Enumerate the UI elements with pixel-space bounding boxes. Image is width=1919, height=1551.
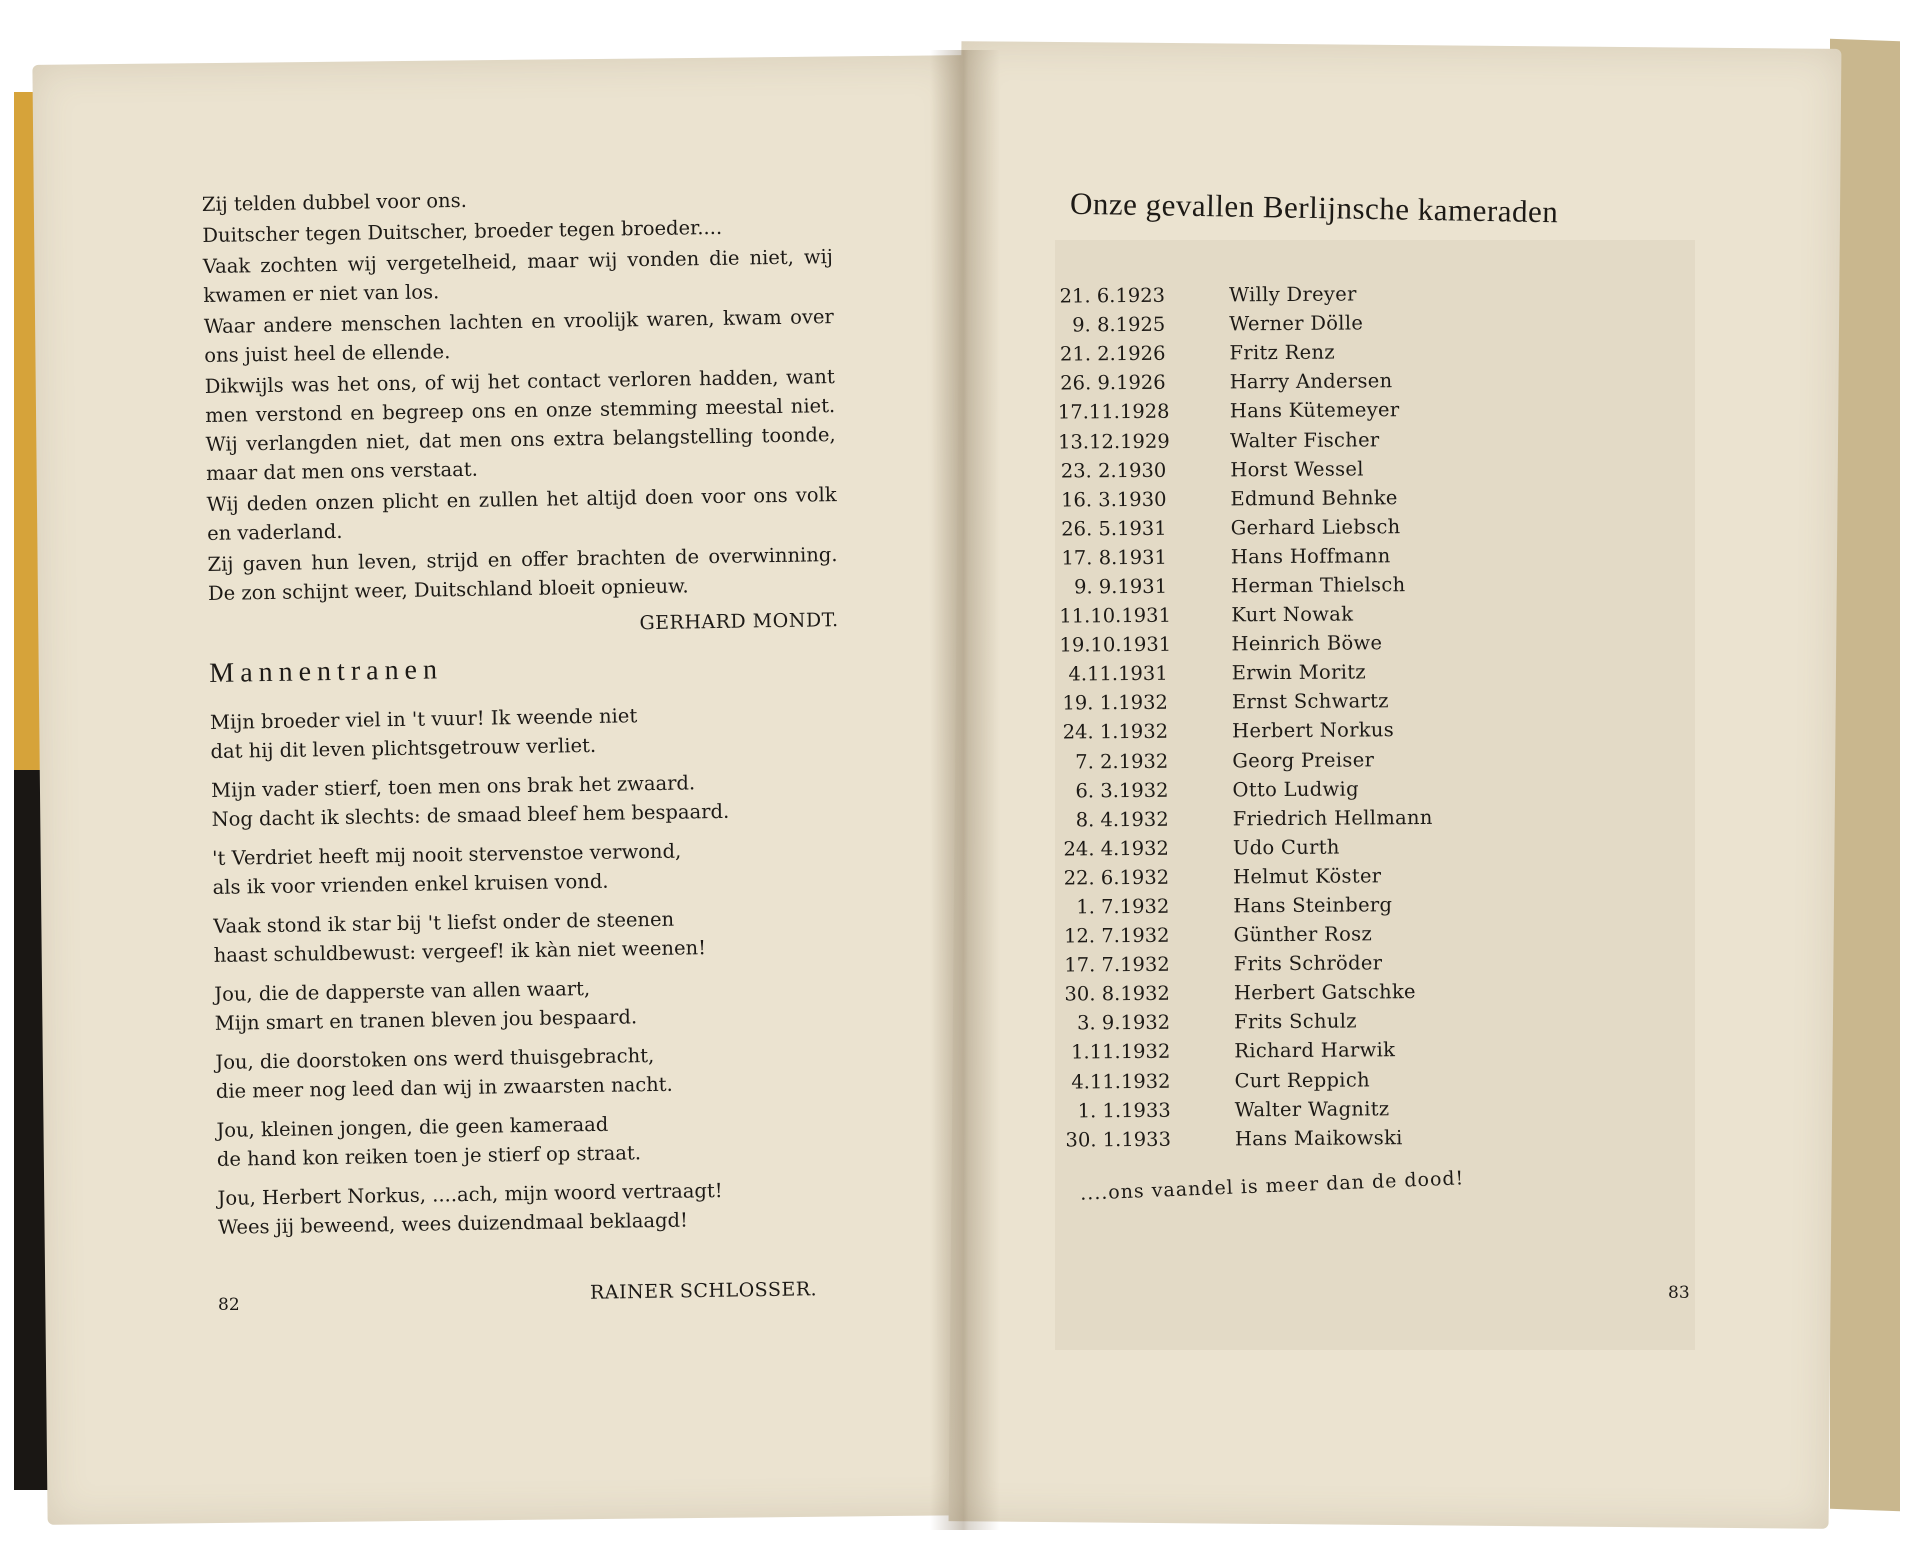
paragraph: Zij gaven hun leven, strijd en offer brachten de overwinning. De zon schijnt weer, Duitschland bloeit opnieuw.: [207, 543, 838, 605]
book-gutter: [930, 50, 1000, 1530]
roll-date: 30. 1.1933: [1065, 1127, 1172, 1152]
poem-line: de hand kon reiken toen je stierf op straat.: [216, 1141, 642, 1171]
roll-entry: [1059, 540, 1499, 572]
roll-name: Willy Dreyer: [1228, 282, 1357, 307]
roll-entry: [1061, 831, 1501, 863]
roll-entry: [1062, 1035, 1502, 1067]
roll-entry: [1061, 860, 1501, 892]
roll-entry: [1060, 744, 1500, 776]
roll-name: Edmund Behnke: [1230, 485, 1398, 511]
poem-line: 't Verdriet heeft mij nooit stervenstoe verwond,: [212, 839, 682, 870]
roll-entry: [1059, 628, 1499, 660]
roll-date: 8. 4.1932: [1075, 807, 1169, 832]
roll-date: 21. 6.1923: [1059, 283, 1166, 308]
poem-line: Nog dacht ik slechts: de smaad bleef hem bespaard.: [211, 799, 730, 831]
roll-date: 26. 5.1931: [1061, 516, 1167, 541]
roll-entry: [1057, 278, 1497, 310]
roll-entry: [1061, 802, 1501, 834]
roll-name: Fritz Renz: [1229, 340, 1335, 365]
roll-date: 21. 2.1926: [1059, 342, 1166, 366]
poem-stanzas: [210, 698, 848, 1242]
roll-name: Walter Fischer: [1229, 427, 1380, 452]
stanza: [214, 970, 845, 1038]
paragraph: Vaak zochten wij vergetelheid, maar wij vonden die niet, wij kwamen er niet van los.: [202, 245, 834, 307]
poem-line: als ik voor vrienden enkel kruisen vond.: [212, 869, 609, 899]
poem-line: dat hij dit leven plichtsgetrouw verliet.: [210, 733, 597, 763]
roll-date: 3. 9.1932: [1077, 1011, 1171, 1035]
stanza: [211, 766, 842, 834]
roll-name: Ernst Schwartz: [1231, 689, 1389, 714]
stanza: [216, 1106, 847, 1174]
roll-date: 17.11.1928: [1057, 400, 1170, 424]
paragraph: Dikwijls was het ons, of wij het contact verloren hadden, want men verstond en begreep ons en onze stemming meestal niet. Wij verlangden niet, dat men ons extra belangstelling toonde, maar dat men ons verstaat.: [204, 365, 836, 485]
roll-name: Erwin Moritz: [1231, 660, 1366, 685]
page-number-right: 83: [1668, 1283, 1690, 1303]
roll-date: 1. 1.1933: [1077, 1098, 1171, 1123]
roll-date: 1.11.1932: [1071, 1040, 1171, 1064]
roll-date: 6. 3.1932: [1075, 778, 1169, 803]
stanza: [213, 902, 844, 970]
roll-name: Friedrich Hellmann: [1232, 805, 1433, 831]
roll-date: 26. 9.1926: [1060, 371, 1166, 395]
roll-entry: [1058, 482, 1498, 514]
roll-name: Walter Wagnitz: [1234, 1096, 1390, 1121]
roll-entry: [1057, 337, 1497, 369]
roll-name: Hans Maikowski: [1234, 1125, 1403, 1151]
paragraph: Wij deden onzen plicht en zullen het altijd doen voor ons volk en vaderland.: [206, 483, 837, 545]
roll-name: Georg Preiser: [1232, 747, 1375, 772]
roll-date: 13.12.1929: [1057, 429, 1170, 454]
roll-entry: [1059, 569, 1499, 601]
left-page-text: [202, 180, 849, 1252]
roll-entry: [1060, 773, 1500, 805]
roll-entry: [1062, 1064, 1502, 1096]
roll-entry: [1058, 395, 1498, 427]
roll-name: Richard Harwik: [1234, 1038, 1396, 1063]
roll-date: 24. 4.1932: [1063, 836, 1169, 861]
roll-name: Heinrich Böwe: [1231, 631, 1383, 656]
signature-gerhard-mondt: GERHARD MONDT.: [639, 609, 839, 635]
roll-date: 9. 9.1931: [1073, 574, 1168, 599]
roll-name: Gerhard Liebsch: [1230, 514, 1401, 540]
stanza: [215, 1038, 846, 1106]
roll-title: Onze gevallen Berlijnsche kameraden: [1069, 185, 1559, 230]
roll-entry: [1063, 1122, 1503, 1154]
roll-name: Otto Ludwig: [1232, 777, 1359, 801]
poem-line: Jou, die de dapperste van allen waart,: [214, 977, 591, 1006]
roll-date: 30. 8.1932: [1064, 982, 1171, 1006]
roll-entry: [1062, 977, 1502, 1009]
roll-date: 22. 6.1932: [1063, 865, 1170, 890]
roll-name: Herbert Gatschke: [1233, 980, 1416, 1005]
paragraph: Zij telden dubbel voor ons.: [201, 188, 468, 217]
poem-line: Mijn broeder viel in 't vuur! Ik weende niet: [209, 704, 638, 734]
roll-entry: [1063, 1093, 1503, 1125]
roll-name: Udo Curth: [1232, 835, 1340, 860]
roll-name: Horst Wessel: [1230, 457, 1364, 481]
roll-name: Hans Hoffmann: [1230, 544, 1391, 569]
roll-date: 23. 2.1930: [1060, 458, 1167, 483]
poem-line: Mijn smart en tranen bleven jou bespaard.: [214, 1005, 638, 1035]
roll-name: Frits Schröder: [1233, 951, 1383, 976]
cover-edge-linen: [1830, 39, 1900, 1511]
roll-name: Harry Andersen: [1229, 369, 1393, 394]
roll-entry: [1057, 308, 1497, 340]
poem-line: haast schuldbewust: vergeef! ik kàn niet weenen!: [213, 936, 707, 967]
poem-line: Jou, kleinen jongen, die geen kameraad: [216, 1112, 609, 1142]
roll-entry: [1060, 657, 1500, 689]
poem-line: Vaak stond ik star bij 't liefst onder de steenen: [213, 907, 675, 938]
roll-name: Helmut Köster: [1233, 864, 1382, 889]
roll-entry: [1061, 919, 1501, 951]
roll-entry: [1058, 366, 1498, 398]
roll-date: 11.10.1931: [1059, 603, 1172, 628]
page-number-left: 82: [218, 1295, 240, 1315]
poem-line: Wees jij beweend, wees duizendmaal beklaagd!: [217, 1208, 689, 1239]
roll-date: 24. 1.1932: [1062, 720, 1169, 744]
roll-entry: [1058, 453, 1498, 485]
roll-date: 16. 3.1930: [1060, 487, 1167, 512]
roll-entry: [1061, 889, 1501, 921]
roll-entry: [1060, 715, 1500, 747]
roll-date: 4.11.1931: [1068, 662, 1168, 686]
roll-date: 12. 7.1932: [1063, 923, 1170, 948]
roll-date: 17. 7.1932: [1064, 952, 1170, 977]
roll-name: Herbert Norkus: [1232, 718, 1395, 743]
roll-date: 19.10.1931: [1059, 632, 1172, 657]
roll-entry: [1059, 511, 1499, 543]
roll-name: Hans Steinberg: [1233, 893, 1393, 918]
roll-entry: [1062, 948, 1502, 980]
roll-date: 1. 7.1932: [1076, 894, 1170, 919]
stanza: [210, 698, 841, 766]
roll-date: 17. 8.1931: [1061, 545, 1167, 570]
roll-entry: [1059, 598, 1499, 630]
motto: ....ons vaandel is meer dan de dood!: [1079, 1167, 1465, 1205]
poem-line: Jou, die doorstoken ons werd thuisgebracht,: [215, 1044, 655, 1074]
paragraph: Waar andere menschen lachten en vroolijk waren, kwam over ons juist heel de ellende.: [203, 305, 834, 367]
paragraph: Duitscher tegen Duitscher, broeder tegen broeder....: [202, 215, 723, 248]
roll-name: Hans Kütemeyer: [1229, 398, 1400, 423]
roll-name: Herman Thielsch: [1231, 573, 1406, 598]
signature-rainer-schlosser: RAINER SCHLOSSER.: [589, 1278, 818, 1304]
stanza: [212, 834, 843, 902]
poem-line: Mijn vader stierf, toen men ons brak het zwaard.: [210, 771, 696, 802]
roll-date: 9. 8.1925: [1072, 312, 1166, 337]
roll-date: 4.11.1932: [1071, 1069, 1171, 1094]
roll-entry: [1058, 424, 1498, 456]
roll-name: Günther Rosz: [1233, 922, 1373, 947]
poem-line: Jou, Herbert Norkus, ....ach, mijn woord vertraagt!: [217, 1178, 723, 1210]
roll-name: Frits Schulz: [1234, 1009, 1357, 1034]
poem-line: die meer nog leed dan wij in zwaarsten nacht.: [215, 1072, 673, 1103]
roll-name: Kurt Nowak: [1231, 602, 1354, 627]
roll-entry: [1060, 686, 1500, 718]
roll-of-honour: [1057, 278, 1503, 1154]
poem-title: Mannentranen: [209, 654, 444, 689]
roll-name: Curt Reppich: [1234, 1067, 1370, 1092]
roll-entry: [1062, 1006, 1502, 1038]
roll-date: 7. 2.1932: [1075, 749, 1169, 773]
stanza: [217, 1174, 848, 1242]
roll-name: Werner Dölle: [1229, 311, 1364, 336]
roll-date: 19. 1.1932: [1062, 691, 1168, 715]
